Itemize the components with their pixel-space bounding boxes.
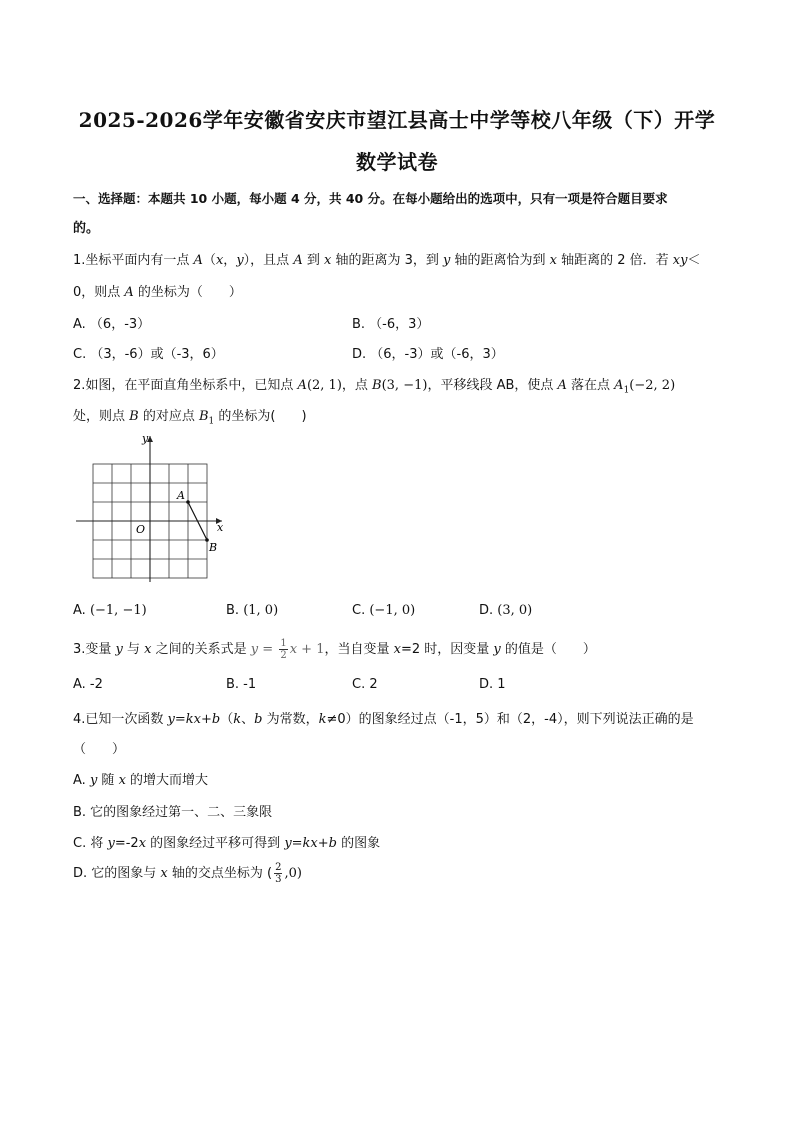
q3-option-c: C. 2 <box>352 677 378 692</box>
section1-heading-line2: 的。 <box>73 221 100 236</box>
q4-option-d: D. 它的图象与 x 轴的交点坐标为 ( $\frac{2}{3}$ ,0) <box>73 862 302 885</box>
q4-option-a: A. y 随 x 的增大而增大 <box>73 773 209 788</box>
q3-formula: y = $\frac{1}{2}$ x + 1 <box>250 638 325 661</box>
point-b-label: B <box>209 541 218 554</box>
q1-option-d: D. （6，-3）或（-6，3） <box>352 347 504 362</box>
q3-option-d: D. 1 <box>479 677 506 692</box>
q1-option-b: B. （-6，3） <box>352 317 430 332</box>
x-axis-label: x <box>217 521 224 534</box>
point-a-label: A <box>177 489 185 502</box>
q1-option-c: C. （3，-6）或（-3，6） <box>73 347 224 362</box>
q4-option-c: C. 将 y=-2x 的图象经过平移可得到 y=kx+b 的图象 <box>73 836 381 851</box>
origin-label: O <box>136 523 146 536</box>
section1-heading-line1: 一、选择题：本题共 10 小题，每小题 4 分，共 40 分。在每小题给出的选项中，只有一项是符合题目要求 <box>73 191 668 206</box>
q1-stem-line1: 1.坐标平面内有一点 A（x，y），且点 A 到 x 轴的距离为 3，到 y 轴的距离恰为到 x 轴距离的 2 倍．若 xy＜ <box>73 253 701 268</box>
q2-option-d: D. (3, 0) <box>479 603 533 618</box>
point-a <box>186 500 190 504</box>
q4-option-b: B. 它的图象经过第一、二、三象限 <box>73 805 273 820</box>
q4-stem-line1: 4.已知一次函数 y=kx+b（k、b 为常数，k≠0）的图象经过点（-1，5）和（2，-4），则下列说法正确的是 <box>73 712 694 727</box>
q2-option-b: B. (1, 0) <box>226 603 279 618</box>
q1-stem-line2: 0，则点 A 的坐标为（ ） <box>73 285 242 300</box>
q2-option-c: C. (−1, 0) <box>352 603 416 618</box>
q4-stem-line2: （ ） <box>73 742 126 757</box>
q2-option-a: A. (−1, −1) <box>73 603 147 618</box>
q2-stem-line2: 处，则点 B 的对应点 $B_1$ 的坐标为( ) <box>73 409 307 427</box>
q3-option-b: B. -1 <box>226 677 257 692</box>
q1-option-a: A. （6，-3） <box>73 317 151 332</box>
axes <box>76 436 222 582</box>
q2-coordinate-grid-figure <box>70 430 230 582</box>
q2-stem-line1: 2.如图，在平面直角坐标系中，已知点 A(2, 1)，点 B(3, −1)，平移线段 AB，使点 A 落在点 $A_1(-2$, 2) <box>73 378 676 396</box>
exam-title-line1: 2025-2026学年安徽省安庆市望江县高士中学等校八年级（下）开学 <box>78 108 716 132</box>
q3-option-a: A. -2 <box>73 677 103 692</box>
y-axis-label: y <box>142 432 149 445</box>
exam-title-line2: 数学试卷 <box>356 150 438 174</box>
q3-stem: 3.变量 y 与 x 之间的关系式是 y = $\frac{1}{2}$ x + 1，当自变量 x=2 时，因变量 y 的值是（ ） <box>73 638 596 661</box>
